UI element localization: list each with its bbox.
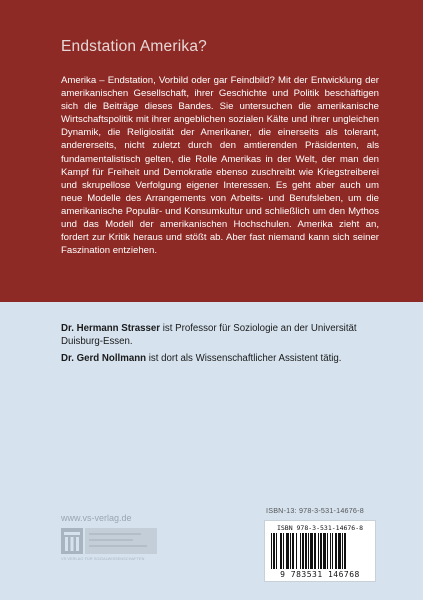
- author-description: ist Professor für Soziologie an der Universität Duisburg-Essen.: [61, 323, 357, 348]
- barcode-stripe: [318, 533, 319, 569]
- barcode-stripe: [276, 533, 277, 569]
- barcode-stripe: [338, 533, 341, 569]
- barcode-stripe: [332, 533, 333, 569]
- barcode-stripe: [308, 533, 309, 569]
- barcode-stripe: [344, 533, 346, 569]
- barcode-isbn-label: ISBN 978-3-531-14676-8: [276, 524, 364, 532]
- barcode-stripe: [305, 533, 307, 569]
- barcode-stripe: [300, 533, 301, 569]
- barcode-stripe: [335, 533, 337, 569]
- barcode-stripe: [302, 533, 304, 569]
- author-bio-nollmann: [61, 352, 391, 365]
- barcode-digits: 9 783531 146768: [280, 570, 360, 579]
- barcode-stripe: [286, 533, 289, 569]
- barcode-stripe: [314, 533, 316, 569]
- barcode: [264, 520, 376, 582]
- publisher-logo-icon: [61, 528, 157, 554]
- author-name: Dr. Hermann Strasser: [61, 323, 161, 334]
- isbn-text: ISBN-13: 978-3-531-14676-8: [266, 506, 364, 515]
- barcode-stripe: [280, 533, 282, 569]
- book-title: Endstation Amerika?: [61, 38, 207, 55]
- barcode-bars: [271, 533, 371, 569]
- barcode-stripe: [327, 533, 328, 569]
- publisher-caption: VS VERLAG FÜR SOZIALWISSENSCHAFTEN: [61, 557, 145, 561]
- barcode-stripe: [342, 533, 343, 569]
- author-name: Dr. Gerd Nollmann: [61, 353, 147, 365]
- publisher-url: www.vs-verlag.de: [61, 513, 132, 523]
- barcode-stripe: [290, 533, 291, 569]
- barcode-stripe: [271, 533, 272, 569]
- barcode-stripe: [310, 533, 313, 569]
- barcode-stripe: [296, 533, 297, 569]
- barcode-stripe: [330, 533, 331, 569]
- barcode-stripe: [323, 533, 326, 569]
- barcode-stripe: [273, 533, 275, 569]
- book-blurb: Amerika – Endstation, Vorbild oder gar Feindbild? Mit der Entwicklung der amerikanischen Gesellschaft, ihrer Geschichte und Politik beschäftigen sich die Beiträge dieses Bandes. Sie untersuchen die amerikanische Wirtschaftspolitik mit ihrer angeblichen sozialen Kälte und ihrer ungleichen Dynamik, die Religiosität der Amerikaner, die einerseits als tolerant, andererseits, nicht zuletzt durch den amtierenden Präsidenten, als fundamentalistisch gelten, die Rolle Amerikas in der Welt, der man den Kampf für Freiheit und Demokratie ebenso zuschreibt wie Kriegstreiberei und skrupellose Verfolgung eigener Interessen. Es geht aber auch um neue Modelle des Arrangements von Arbeits- und Berufsleben, um die amerikanische Populär- und Konsumkultur und schließlich um den Mythos und das Modell der amerikanischen Hochschulen. Amerika zieht an, fordert zur Kritik heraus und stößt ab. Aber fast niemand kann sich seiner Faszination entziehen.: [61, 75, 379, 257]
- author-description: ist dort als Wissenschaftlicher Assistent tätig.: [146, 353, 342, 365]
- author-bios: [61, 322, 391, 370]
- barcode-stripe: [283, 533, 284, 569]
- author-bio-strasser: [61, 322, 391, 348]
- barcode-stripe: [292, 533, 294, 569]
- barcode-stripe: [320, 533, 322, 569]
